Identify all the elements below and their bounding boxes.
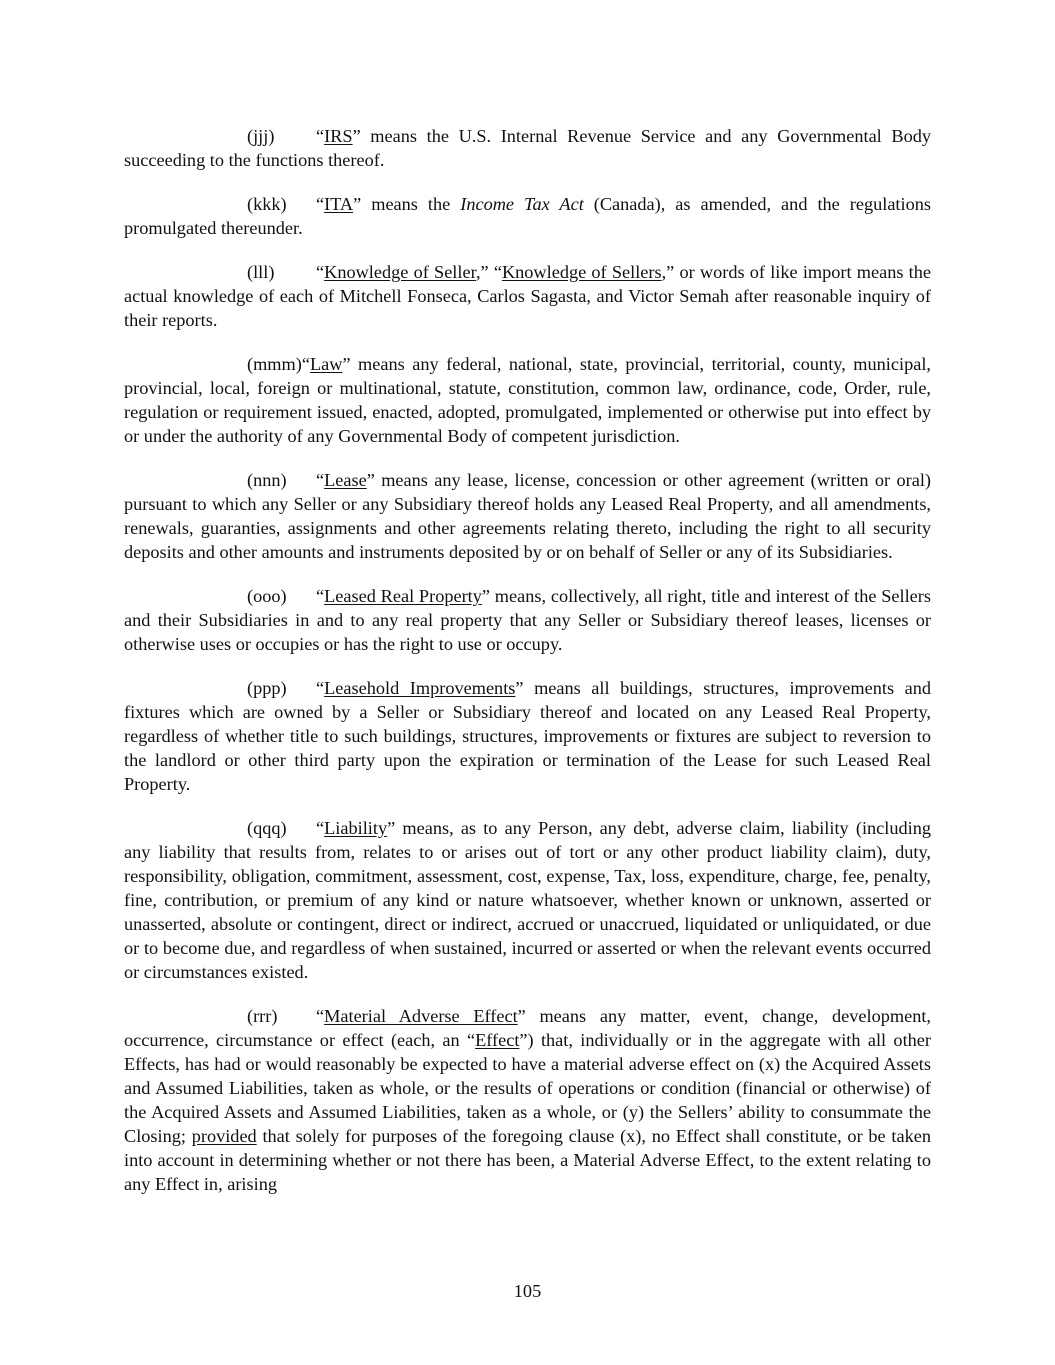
defined-term: Leasehold Improvements — [324, 678, 516, 698]
defined-term: Law — [309, 354, 343, 374]
definition-text: (Canada), as amended, and the regulations promulgated thereunder. — [124, 194, 931, 238]
defined-term: ITA — [324, 194, 354, 214]
clause-number: (nnn) — [247, 470, 287, 490]
definition-material-adverse-effect: (rrr) “Material Adverse Effect” means any matter, event, change, development, occurrence, circumstance or effect (each, an “Effect”) that, individually or in the aggregate with all other Effects, has had or would reasonably be expected to have a material adverse effect on (x) the Acquired Assets and Assumed Liabilities, taken as whole, or the results of operations or condition (financial or otherwise) of the Acquired Assets and Assumed Liabilities, taken as a whole, or (y) the Sellers’ ability to consummate the Closing; provided that solely for purposes of the foregoing clause (x), no Effect shall constitute, or be taken into account in determining whether or not there has been, a Material Adverse Effect, to the extent relating to any Effect in, arising — [124, 1006, 932, 1194]
defined-term: Liability — [324, 818, 388, 838]
defined-term: Lease — [324, 470, 367, 490]
definition-text: ” means, collectively, all right, title and interest of the Sellers and their Subsidiaries in and to any real property that any Seller or Subsidiary thereof leases, licenses or otherwise uses or occupies or has the right to use or occupy. — [124, 586, 931, 654]
clause-number: (ppp) — [247, 678, 287, 698]
page-number: 105 — [513, 1281, 542, 1301]
definition-leased-real-property: (ooo) “Leased Real Property” means, collectively, all right, title and interest of the Sellers and their Subsidiaries in and to any real property that any Seller or Subsidiary thereof leases, licenses or otherwise uses or occupies or has the right to use or occupy. — [124, 586, 931, 654]
definition-liability: (qqq) “Liability” means, as to any Person, any debt, adverse claim, liability (including any liability that results from, relates to or arises out of tort or any other product liability claim), duty, responsibility, obligation, commitment, assessment, cost, expense, Tax, loss, expenditure, charge, fee, penalty, fine, contribution, or premium of any kind or nature whatsoever, whether known or unknown, asserted or unasserted, absolute or contingent, direct or indirect, accrued or unaccrued, liquidated or unliquidated, or due or to become due, and regardless of when sustained, incurred or asserted or when the relevant events occurred or circumstances existed. — [124, 818, 931, 982]
definition-text: ” means any federal, national, state, provincial, territorial, county, municipal, provincial, local, foreign or multinational, statute, constitution, common law, ordinance, code, Order, rule, regulation or requirement issued, enacted, adopted, promulgated, implemented or otherwise put into effect by or under the authority of any Governmental Body of competent jurisdiction. — [124, 354, 931, 446]
defined-term: Effect — [475, 1030, 520, 1050]
defined-term: Leased Real Property — [324, 586, 482, 606]
definition-text: ” means any matter, event, change, development, occurrence, circumstance or effect (each, an “ — [124, 1006, 932, 1050]
defined-term: IRS — [324, 126, 353, 146]
definition-law: (mmm)“Law” means any federal, national, state, provincial, territorial, county, municipal, provincial, local, foreign or multinational, statute, constitution, common law, ordinance, code, Order, rule, regulation or requirement issued, enacted, adopted, promulgated, implemented or otherwise put into effect by or under the authority of any Governmental Body of competent jurisdiction. — [124, 354, 931, 446]
clause-number: (rrr) — [247, 1006, 278, 1026]
proviso-term: provided — [191, 1126, 257, 1146]
document-page — [124, 124, 931, 1216]
definition-irs: (jjj) “IRS” means the U.S. Internal Revenue Service and any Governmental Body succeeding to the functions thereof. — [124, 126, 931, 170]
clause-number: (jjj) — [247, 126, 275, 146]
definition-knowledge: (lll) “Knowledge of Seller,” “Knowledge of Sellers,” or words of like import means the actual knowledge of each of Mitchell Fonseca, Carlos Sagasta, and Victor Semah after reasonable inquiry of their reports. — [124, 262, 931, 330]
definition-text: ” means, as to any Person, any debt, adverse claim, liability (including any liability that results from, relates to or arises out of tort or any other product liability claim), duty, responsibility, obligation, commitment, assessment, cost, expense, Tax, loss, expenditure, charge, fee, penalty, fine, contribution, or premium of any kind or nature whatsoever, whether known or unknown, asserted or unasserted, absolute or contingent, direct or indirect, accrued or unaccrued, liquidated or unliquidated, or due or to become due, and regardless of when sustained, incurred or asserted or when the relevant events occurred or circumstances existed. — [124, 818, 931, 982]
definition-leasehold-improvements: (ppp) “Leasehold Improvements” means all buildings, structures, improvements and fixtures which are owned by a Seller or Subsidiary thereof and located on any Leased Real Property, regardless of whether title to such buildings, structures, improvements or fixtures are subject to reversion to the landlord or other third party upon the expiration or termination of the Lease for such Leased Real Property. — [124, 678, 932, 794]
clause-number: (lll) — [247, 262, 275, 282]
definition-text: ,” or words of like import means the actual knowledge of each of Mitchell Fonseca, Carlos Sagasta, and Victor Semah after reasonable inquiry of their reports. — [124, 262, 931, 330]
definition-ita: (kkk) “ITA” means the Income Tax Act (Canada), as amended, and the regulations promulgated thereunder. — [124, 194, 931, 238]
defined-term: Knowledge of Sellers — [501, 262, 662, 282]
clause-number: (qqq) — [247, 818, 287, 838]
definition-text: ” means all buildings, structures, improvements and fixtures which are owned by a Seller or Subsidiary thereof and located on any Leased Real Property, regardless of whether title to such buildings, structures, improvements or fixtures are subject to reversion to the landlord or other third party upon the expiration or termination of the Lease for such Leased Real Property. — [124, 678, 932, 794]
definition-lease: (nnn) “Lease” means any lease, license, concession or other agreement (written or oral) pursuant to which any Seller or any Subsidiary thereof holds any Leased Real Property, and all amendments, renewals, guaranties, assignments and other agreements relating thereto, including the right to all security deposits and other amounts and instruments deposited by or on behalf of Seller or any of its Subsidiaries. — [124, 470, 931, 562]
statute-title: Income Tax Act — [460, 194, 584, 214]
clause-number: (ooo) — [247, 586, 287, 606]
defined-term: Material Adverse Effect — [324, 1006, 518, 1026]
definition-text: ”) that, individually or in the aggregate with all other Effects, has had or would reasonably be expected to have a material adverse effect on (x) the Acquired Assets and Assumed Liabilities, taken as whole, or the results of operations or condition (financial or otherwise) of the Acquired Assets and Assumed Liabilities, taken as a whole, or (y) the Sellers’ ability to consummate the Closing; — [124, 1030, 931, 1146]
definition-text: ” means any lease, license, concession or other agreement (written or oral) pursuant to which any Seller or any Subsidiary thereof holds any Leased Real Property, and all amendments, renewals, guaranties, assignments and other agreements relating thereto, including the right to all security deposits and other amounts and instruments deposited by or on behalf of Seller or any of its Subsidiaries. — [124, 470, 931, 562]
definition-text: that solely for purposes of the foregoing clause (x), no Effect shall constitute, or be taken into account in determining whether or not there has been, a Material Adverse Effect, to the extent relating to any Effect in, arising — [124, 1126, 931, 1194]
defined-term: Knowledge of Seller — [324, 262, 476, 282]
clause-number: (mmm) — [247, 354, 302, 374]
clause-number: (kkk) — [247, 194, 287, 214]
definition-text: ” means the U.S. Internal Revenue Service and any Governmental Body succeeding to the functions thereof. — [124, 126, 931, 170]
